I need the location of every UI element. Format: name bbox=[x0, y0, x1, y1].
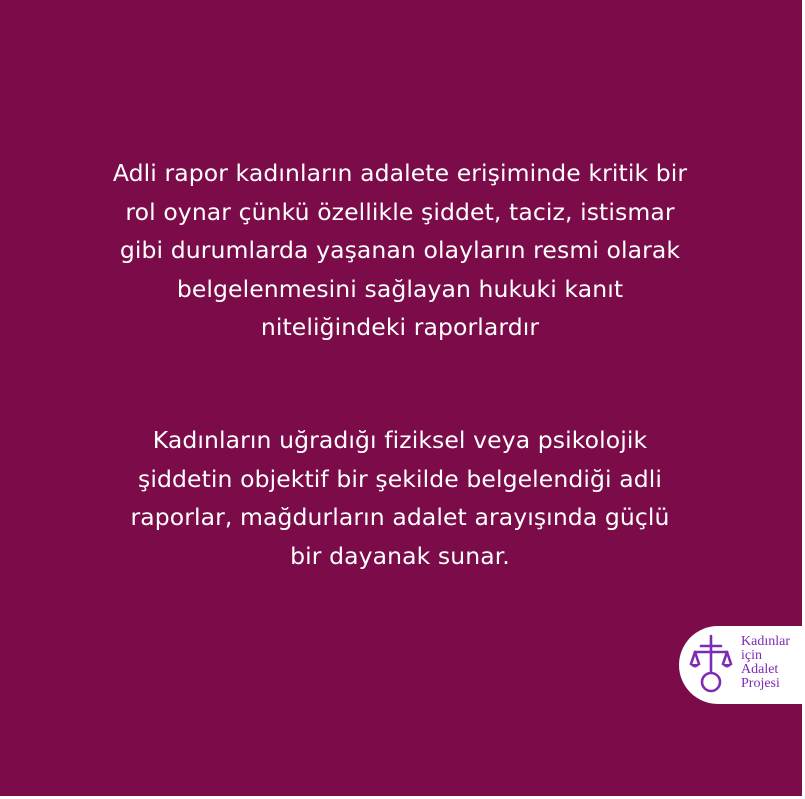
scales-of-justice-icon bbox=[689, 632, 733, 698]
logo-badge bbox=[679, 626, 802, 704]
paragraph-siddet-belgeleme: Kadınların uğradığı fiziksel veya psikolojik şiddetin objektif bir şekilde belgelendiği adli raporlar, mağdurların adalet arayışında güçlü bir dayanak sunar. bbox=[130, 426, 670, 570]
logo-text: Kadınlar için Adalet Projesi bbox=[741, 634, 790, 691]
paragraph-adli-rapor: Adli rapor kadınların adalete erişiminde kritik bir rol oynar çünkü özellikle şiddet, taciz, istismar gibi durumlarda yaşanan olayların resmi olarak belgelenmesini sağlayan hukuki kanıt niteliğindeki raporlardır bbox=[112, 159, 688, 341]
